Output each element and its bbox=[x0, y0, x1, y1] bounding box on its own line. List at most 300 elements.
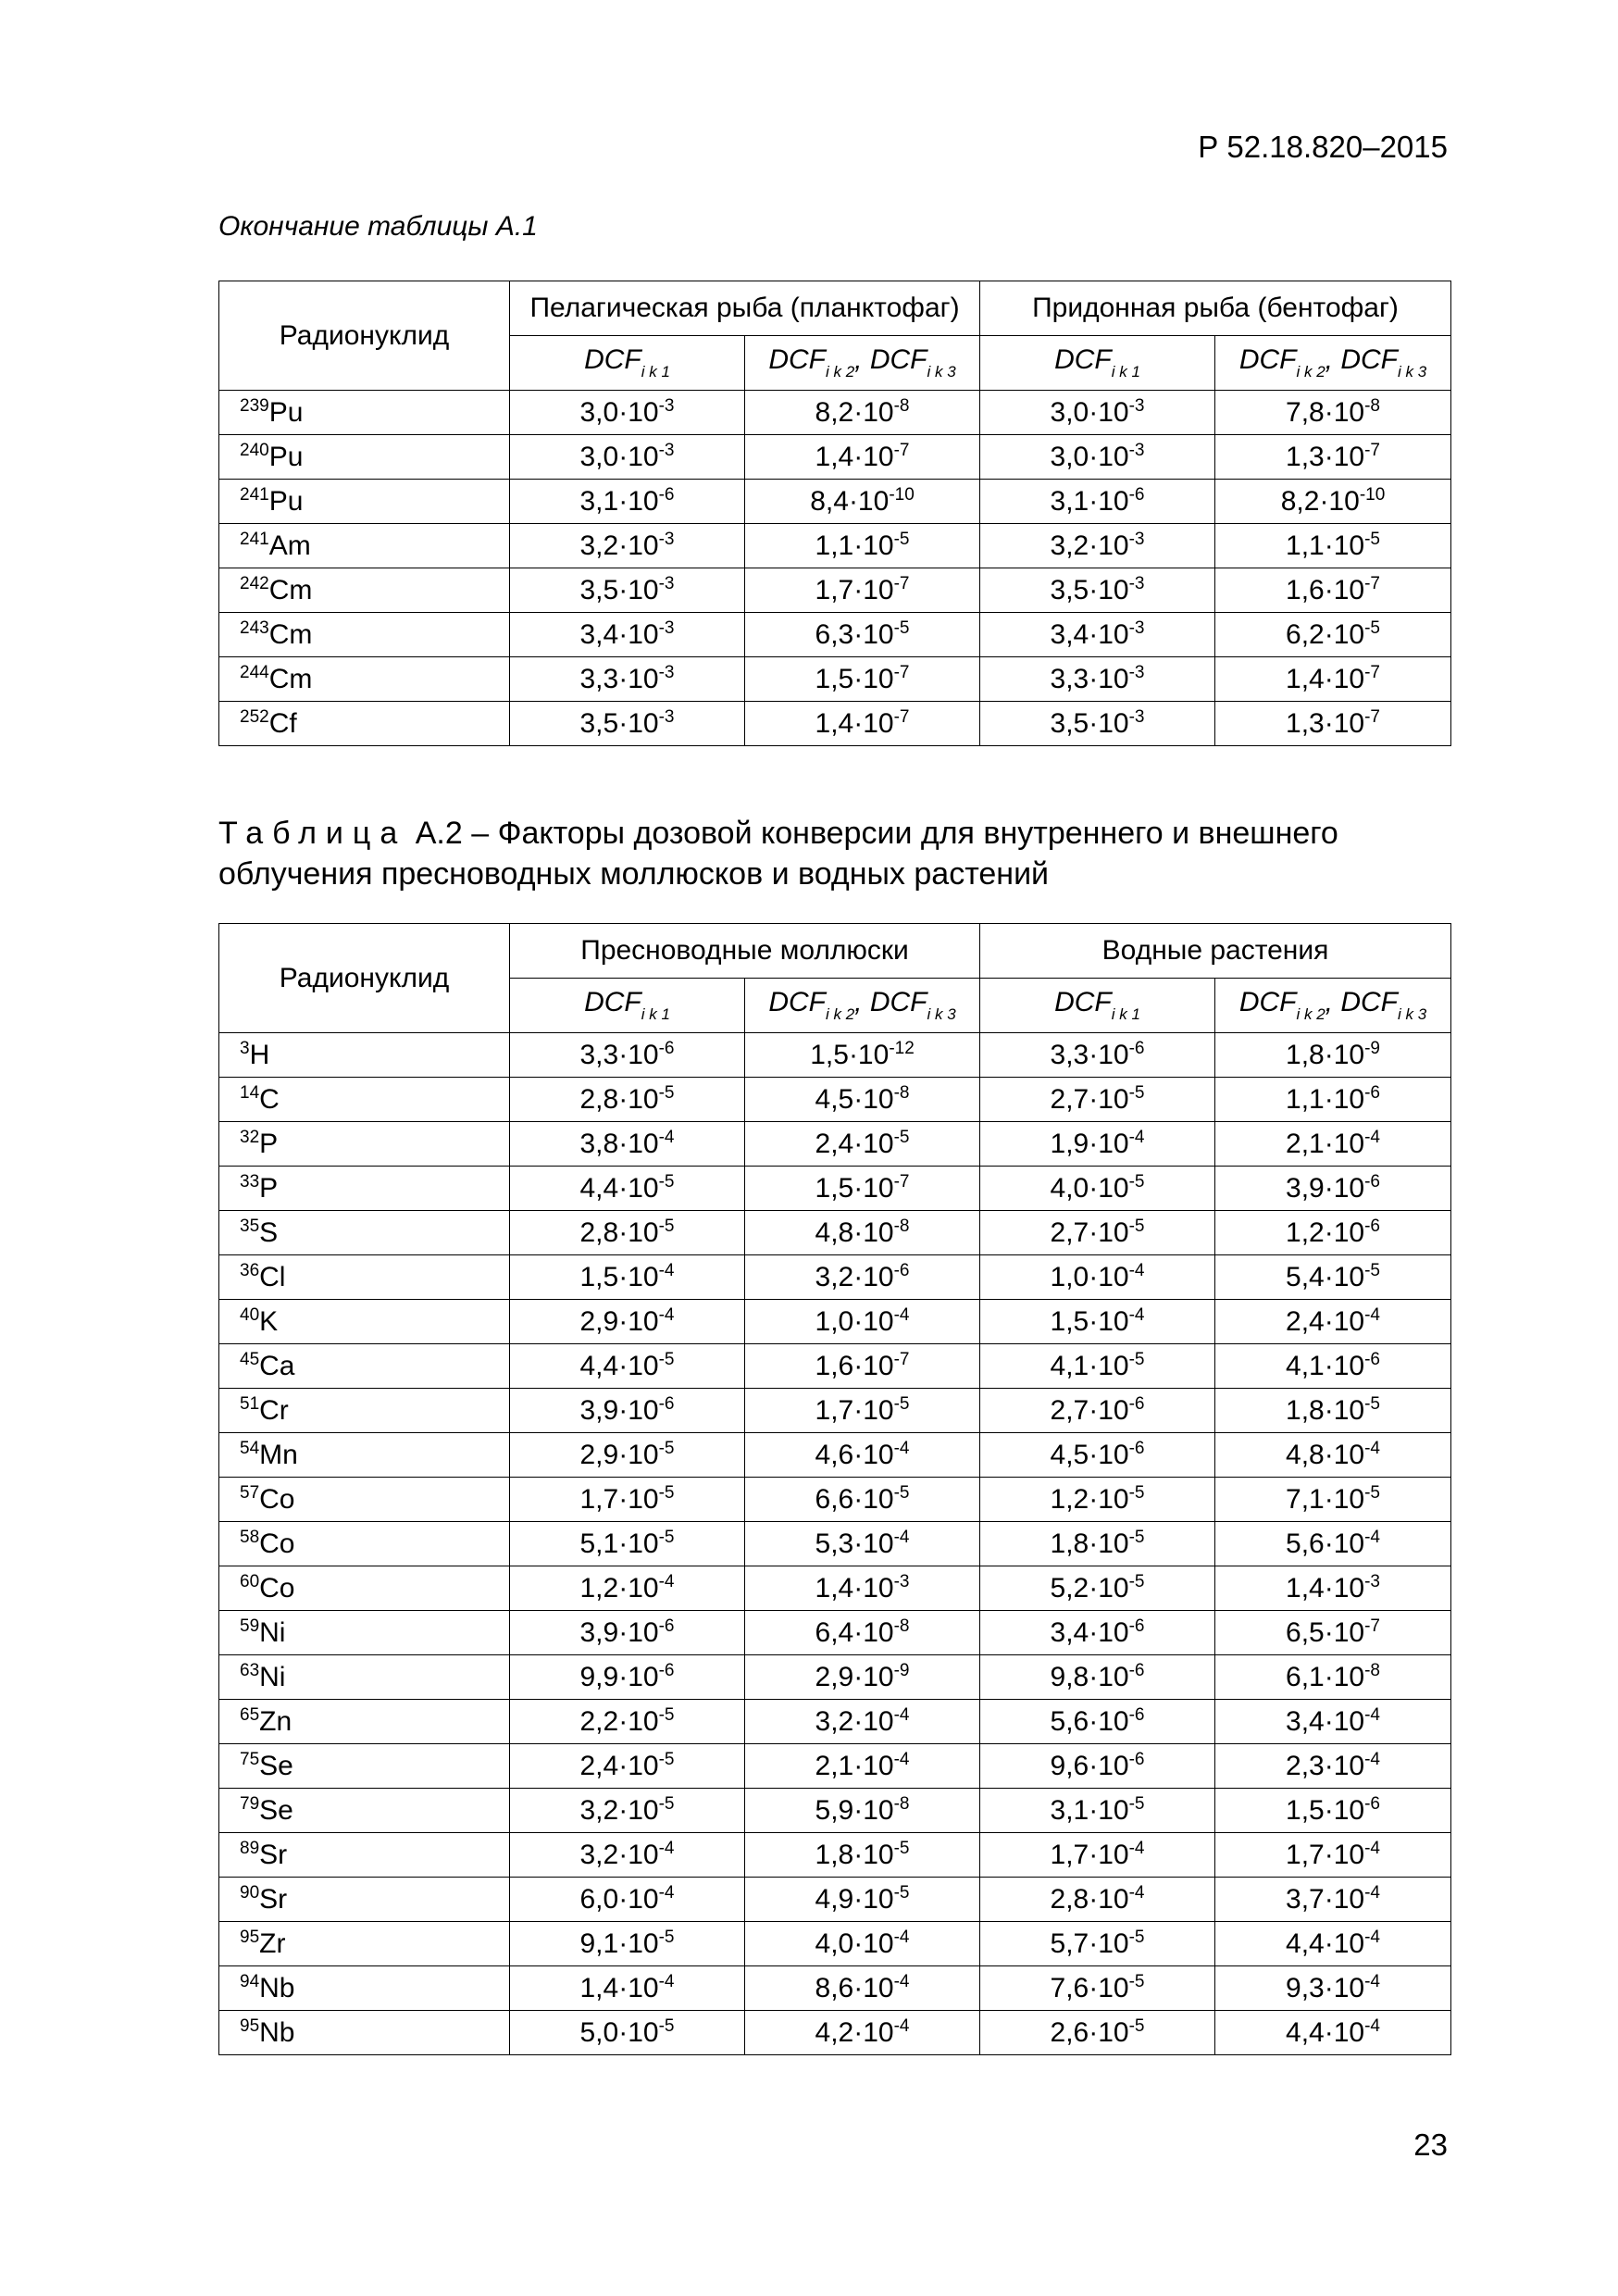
dcf-ik2-ik3-header bbox=[745, 979, 980, 1033]
value-exponent: -4 bbox=[1364, 1883, 1380, 1903]
value-exponent: -4 bbox=[658, 1261, 675, 1280]
dcf-value-cell bbox=[980, 1833, 1215, 1878]
dcf-value-cell bbox=[510, 1611, 745, 1655]
dcf-subscript: i k 3 bbox=[1398, 1005, 1427, 1023]
value-mantissa: 8,2·10 bbox=[815, 397, 894, 428]
table-row bbox=[219, 524, 1451, 568]
value-mantissa: 1,4·10 bbox=[815, 442, 894, 472]
dcf-value-cell bbox=[1215, 1433, 1451, 1478]
dcf-value-cell bbox=[745, 1478, 980, 1522]
dcf-value-cell bbox=[745, 1922, 980, 1966]
dcf-value-cell bbox=[745, 702, 980, 746]
dcf-label: DCF bbox=[1238, 344, 1297, 375]
table-label: Таблица bbox=[218, 816, 407, 851]
value-exponent: -3 bbox=[893, 1572, 910, 1591]
element-symbol: Se bbox=[259, 1795, 293, 1826]
value-mantissa: 2,1·10 bbox=[1286, 1129, 1365, 1159]
mass-number: 95 bbox=[240, 1928, 260, 1947]
mass-number: 35 bbox=[240, 1217, 260, 1236]
value-mantissa: 5,2·10 bbox=[1050, 1573, 1129, 1603]
element-symbol: Sr bbox=[259, 1884, 288, 1915]
dcf-value-cell bbox=[1215, 1344, 1451, 1389]
mass-number: 94 bbox=[240, 1972, 260, 1991]
dcf-value-cell bbox=[510, 657, 745, 702]
value-mantissa: 7,8·10 bbox=[1286, 397, 1365, 428]
element-symbol: Cl bbox=[259, 1262, 286, 1292]
value-mantissa: 2,4·10 bbox=[815, 1129, 894, 1159]
value-exponent: -5 bbox=[1128, 1794, 1145, 1814]
dcf-value-cell bbox=[980, 613, 1215, 657]
value-mantissa: 1,5·10 bbox=[815, 664, 894, 694]
dcf-value-cell bbox=[745, 1744, 980, 1789]
element-symbol: Zn bbox=[259, 1706, 292, 1737]
value-mantissa: 1,3·10 bbox=[1286, 708, 1365, 739]
dcf-value-cell bbox=[510, 435, 745, 480]
value-exponent: -7 bbox=[1364, 663, 1380, 682]
value-mantissa: 2,7·10 bbox=[1050, 1395, 1129, 1426]
value-exponent: -3 bbox=[1128, 530, 1145, 549]
value-exponent: -6 bbox=[658, 1661, 675, 1680]
mass-number: 95 bbox=[240, 2016, 260, 2036]
value-exponent: -4 bbox=[658, 1128, 675, 1147]
group-header-aquatic-plants: Водные растения bbox=[980, 924, 1451, 979]
dcf-value-cell bbox=[980, 1167, 1215, 1211]
dcf-ik2-ik3-header bbox=[1215, 336, 1451, 391]
dcf-value-cell bbox=[745, 1966, 980, 2011]
value-exponent: -4 bbox=[658, 1883, 675, 1903]
table-row bbox=[219, 702, 1451, 746]
value-exponent: -3 bbox=[658, 618, 675, 638]
mass-number: 252 bbox=[240, 707, 269, 727]
value-exponent: -4 bbox=[893, 1972, 910, 1991]
radionuclide-cell bbox=[219, 1478, 510, 1522]
value-mantissa: 4,4·10 bbox=[1286, 1928, 1365, 1959]
mass-number: 63 bbox=[240, 1661, 260, 1680]
dcf-value-cell bbox=[510, 1344, 745, 1389]
dcf-ik1-header bbox=[980, 979, 1215, 1033]
dcf-subscript: i k 1 bbox=[1111, 1005, 1140, 1023]
value-exponent: -6 bbox=[658, 1394, 675, 1414]
value-mantissa: 3,9·10 bbox=[579, 1395, 659, 1426]
value-exponent: -5 bbox=[1128, 1483, 1145, 1503]
value-exponent: -8 bbox=[893, 1217, 910, 1236]
value-exponent: -4 bbox=[1364, 1305, 1380, 1325]
value-exponent: -5 bbox=[893, 1128, 910, 1147]
radionuclide-cell bbox=[219, 435, 510, 480]
value-exponent: -4 bbox=[893, 1439, 910, 1458]
dcf-value-cell bbox=[980, 1078, 1215, 1122]
dcf-value-cell bbox=[510, 2011, 745, 2055]
dcf-value-cell bbox=[980, 702, 1215, 746]
dcf-value-cell bbox=[510, 391, 745, 435]
value-mantissa: 1,6·10 bbox=[1286, 575, 1365, 605]
value-mantissa: 9,9·10 bbox=[579, 1662, 659, 1692]
value-exponent: -10 bbox=[1359, 485, 1386, 505]
dcf-value-cell bbox=[980, 1033, 1215, 1078]
value-exponent: -8 bbox=[1364, 1661, 1380, 1680]
dcf-value-cell bbox=[980, 1789, 1215, 1833]
dcf-value-cell bbox=[980, 1122, 1215, 1167]
dcf-value-cell bbox=[1215, 1300, 1451, 1344]
value-exponent: -5 bbox=[893, 530, 910, 549]
value-mantissa: 1,7·10 bbox=[1050, 1840, 1129, 1870]
dcf-subscript: i k 3 bbox=[927, 363, 956, 381]
value-mantissa: 1,4·10 bbox=[579, 1973, 659, 2003]
mass-number: 3 bbox=[240, 1039, 250, 1058]
value-exponent: -4 bbox=[1364, 1439, 1380, 1458]
value-exponent: -6 bbox=[1128, 1661, 1145, 1680]
value-mantissa: 1,4·10 bbox=[815, 708, 894, 739]
table-row bbox=[219, 1211, 1451, 1255]
element-symbol: Co bbox=[259, 1573, 295, 1603]
value-exponent: -3 bbox=[658, 707, 675, 727]
value-exponent: -3 bbox=[1128, 618, 1145, 638]
table-row bbox=[219, 1878, 1451, 1922]
dcf-label: DCF bbox=[584, 987, 641, 1017]
dcf-value-cell bbox=[980, 1744, 1215, 1789]
mass-number: 89 bbox=[240, 1839, 260, 1858]
value-mantissa: 5,6·10 bbox=[1050, 1706, 1129, 1737]
value-mantissa: 2,8·10 bbox=[1050, 1884, 1129, 1915]
value-exponent: -5 bbox=[1364, 1261, 1380, 1280]
value-exponent: -5 bbox=[1128, 1972, 1145, 1991]
value-exponent: -5 bbox=[1364, 1394, 1380, 1414]
mass-number: 241 bbox=[240, 485, 269, 505]
value-mantissa: 3,5·10 bbox=[579, 575, 659, 605]
value-mantissa: 2,8·10 bbox=[579, 1084, 659, 1115]
value-exponent: -4 bbox=[893, 1928, 910, 1947]
dcf-value-cell bbox=[1215, 1167, 1451, 1211]
radionuclide-cell bbox=[219, 1522, 510, 1566]
value-exponent: -10 bbox=[889, 485, 915, 505]
dcf-value-cell bbox=[1215, 391, 1451, 435]
value-exponent: -5 bbox=[893, 1394, 910, 1414]
dcf-value-cell bbox=[510, 1966, 745, 2011]
value-exponent: -7 bbox=[893, 574, 910, 593]
table-row bbox=[219, 657, 1451, 702]
table-row bbox=[219, 1389, 1451, 1433]
value-exponent: -4 bbox=[658, 1839, 675, 1858]
value-exponent: -4 bbox=[1364, 1128, 1380, 1147]
mass-number: 14 bbox=[240, 1083, 260, 1103]
element-symbol: Cm bbox=[268, 575, 313, 605]
dcf-value-cell bbox=[1215, 1611, 1451, 1655]
radionuclide-cell bbox=[219, 1566, 510, 1611]
value-exponent: -4 bbox=[658, 1972, 675, 1991]
value-mantissa: 5,3·10 bbox=[815, 1529, 894, 1559]
radionuclide-cell bbox=[219, 1078, 510, 1122]
dcf-value-cell bbox=[510, 1033, 745, 1078]
value-mantissa: 4,1·10 bbox=[1286, 1351, 1365, 1381]
radionuclide-cell bbox=[219, 1033, 510, 1078]
value-exponent: -5 bbox=[658, 2016, 675, 2036]
dcf-value-cell bbox=[1215, 1878, 1451, 1922]
dcf-value-cell bbox=[745, 1211, 980, 1255]
dcf-value-cell bbox=[1215, 435, 1451, 480]
dcf-value-cell bbox=[1215, 568, 1451, 613]
dcf-value-cell bbox=[510, 524, 745, 568]
dcf-value-cell bbox=[980, 568, 1215, 613]
group-header-pelagic: Пелагическая рыба (планктофаг) bbox=[510, 281, 980, 336]
value-mantissa: 3,4·10 bbox=[579, 619, 659, 650]
value-exponent: -6 bbox=[1128, 485, 1145, 505]
table-row bbox=[219, 1433, 1451, 1478]
table-row bbox=[219, 1122, 1451, 1167]
value-mantissa: 1,8·10 bbox=[1050, 1529, 1129, 1559]
value-mantissa: 5,6·10 bbox=[1286, 1529, 1365, 1559]
dcf-value-cell bbox=[1215, 1122, 1451, 1167]
value-exponent: -6 bbox=[1128, 1439, 1145, 1458]
value-mantissa: 3,0·10 bbox=[1050, 442, 1129, 472]
dcf-ik2-ik3-header bbox=[745, 336, 980, 391]
dcf-value-cell bbox=[980, 1255, 1215, 1300]
element-symbol: Ni bbox=[259, 1617, 286, 1648]
mass-number: 239 bbox=[240, 396, 269, 416]
value-mantissa: 3,1·10 bbox=[1050, 486, 1129, 517]
dcf-value-cell bbox=[745, 1122, 980, 1167]
mass-number: 244 bbox=[240, 663, 269, 682]
radionuclide-cell bbox=[219, 1122, 510, 1167]
dcf-label: DCF bbox=[768, 344, 826, 375]
dcf-value-cell bbox=[1215, 480, 1451, 524]
element-symbol: Ca bbox=[259, 1351, 295, 1381]
radionuclide-cell bbox=[219, 391, 510, 435]
dcf-value-cell bbox=[745, 1255, 980, 1300]
dcf-value-cell bbox=[745, 657, 980, 702]
value-mantissa: 1,3·10 bbox=[1286, 442, 1365, 472]
element-symbol: Cm bbox=[268, 664, 313, 694]
mass-number: 51 bbox=[240, 1394, 260, 1414]
value-mantissa: 1,7·10 bbox=[815, 575, 894, 605]
document-code: Р 52.18.820–2015 bbox=[1198, 130, 1448, 164]
value-exponent: -8 bbox=[893, 1794, 910, 1814]
value-exponent: -5 bbox=[658, 1528, 675, 1547]
dcf-label: DCF bbox=[1238, 987, 1297, 1017]
dcf-value-cell bbox=[510, 613, 745, 657]
value-exponent: -6 bbox=[1364, 1794, 1380, 1814]
dcf-value-cell bbox=[510, 1300, 745, 1344]
value-mantissa: 4,8·10 bbox=[815, 1217, 894, 1248]
value-mantissa: 4,1·10 bbox=[1050, 1351, 1129, 1381]
dcf-value-cell bbox=[1215, 1255, 1451, 1300]
value-mantissa: 4,0·10 bbox=[815, 1928, 894, 1959]
value-mantissa: 6,0·10 bbox=[579, 1884, 659, 1915]
dcf-value-cell bbox=[745, 1389, 980, 1433]
value-exponent: -3 bbox=[658, 396, 675, 416]
dcf-value-cell bbox=[1215, 1078, 1451, 1122]
value-mantissa: 1,7·10 bbox=[579, 1484, 659, 1515]
dcf-value-cell bbox=[510, 1789, 745, 1833]
value-mantissa: 4,6·10 bbox=[815, 1440, 894, 1470]
value-mantissa: 1,8·10 bbox=[1286, 1040, 1365, 1070]
dcf-value-cell bbox=[510, 1078, 745, 1122]
value-exponent: -6 bbox=[1128, 1750, 1145, 1769]
value-exponent: -4 bbox=[1128, 1305, 1145, 1325]
mass-number: 65 bbox=[240, 1705, 260, 1725]
value-exponent: -5 bbox=[1128, 1572, 1145, 1591]
value-exponent: -12 bbox=[889, 1039, 915, 1058]
value-exponent: -4 bbox=[1128, 1261, 1145, 1280]
radionuclide-cell bbox=[219, 1433, 510, 1478]
value-exponent: -3 bbox=[658, 441, 675, 460]
value-mantissa: 8,6·10 bbox=[815, 1973, 894, 2003]
dcf-value-cell bbox=[510, 1744, 745, 1789]
dcf-value-cell bbox=[745, 435, 980, 480]
dcf-value-cell bbox=[1215, 1833, 1451, 1878]
value-exponent: -5 bbox=[1128, 2016, 1145, 2036]
value-mantissa: 4,4·10 bbox=[1286, 2017, 1365, 2048]
dcf-value-cell bbox=[745, 1300, 980, 1344]
dcf-value-cell bbox=[980, 657, 1215, 702]
element-symbol: Pu bbox=[268, 486, 304, 517]
value-mantissa: 3,3·10 bbox=[1050, 664, 1129, 694]
radionuclide-header: Радионуклид bbox=[219, 924, 510, 1033]
radionuclide-cell bbox=[219, 1211, 510, 1255]
table2-title bbox=[218, 813, 1459, 894]
dcf-value-cell bbox=[1215, 1389, 1451, 1433]
radionuclide-cell bbox=[219, 1611, 510, 1655]
value-exponent: -3 bbox=[658, 574, 675, 593]
dcf-value-cell bbox=[510, 568, 745, 613]
value-mantissa: 1,4·10 bbox=[1286, 664, 1365, 694]
dcf-value-cell bbox=[745, 2011, 980, 2055]
dcf-value-cell bbox=[1215, 1966, 1451, 2011]
element-symbol: Cm bbox=[268, 619, 313, 650]
group-header-molluscs: Пресноводные моллюски bbox=[510, 924, 980, 979]
table-a2 bbox=[218, 923, 1451, 2055]
dcf-value-cell bbox=[1215, 1789, 1451, 1833]
value-mantissa: 3,3·10 bbox=[1050, 1040, 1129, 1070]
dcf-value-cell bbox=[1215, 1700, 1451, 1744]
value-mantissa: 3,2·10 bbox=[579, 530, 659, 561]
dcf-value-cell bbox=[980, 1700, 1215, 1744]
table-row bbox=[219, 435, 1451, 480]
value-exponent: -4 bbox=[1364, 2016, 1380, 2036]
dcf-value-cell bbox=[745, 1700, 980, 1744]
value-exponent: -6 bbox=[1364, 1350, 1380, 1369]
value-mantissa: 1,4·10 bbox=[1286, 1573, 1365, 1603]
dcf-value-cell bbox=[510, 1478, 745, 1522]
value-mantissa: 1,1·10 bbox=[815, 530, 894, 561]
dcf-value-cell bbox=[510, 1522, 745, 1566]
table-row bbox=[219, 1566, 1451, 1611]
value-mantissa: 2,2·10 bbox=[579, 1706, 659, 1737]
value-mantissa: 3,9·10 bbox=[579, 1617, 659, 1648]
value-exponent: -8 bbox=[893, 1083, 910, 1103]
mass-number: 40 bbox=[240, 1305, 260, 1325]
dcf-value-cell bbox=[745, 568, 980, 613]
value-mantissa: 5,0·10 bbox=[579, 2017, 659, 2048]
mass-number: 59 bbox=[240, 1616, 260, 1636]
element-symbol: Sr bbox=[259, 1840, 288, 1870]
value-mantissa: 3,0·10 bbox=[579, 397, 659, 428]
element-symbol: Co bbox=[259, 1484, 295, 1515]
value-exponent: -4 bbox=[893, 2016, 910, 2036]
value-mantissa: 3,4·10 bbox=[1050, 619, 1129, 650]
dcf-value-cell bbox=[1215, 1566, 1451, 1611]
value-exponent: -4 bbox=[893, 1750, 910, 1769]
value-exponent: -3 bbox=[658, 530, 675, 549]
value-exponent: -3 bbox=[1128, 663, 1145, 682]
dcf-label: DCF bbox=[869, 987, 927, 1017]
value-mantissa: 4,8·10 bbox=[1286, 1440, 1365, 1470]
value-exponent: -6 bbox=[1364, 1217, 1380, 1236]
value-mantissa: 4,2·10 bbox=[815, 2017, 894, 2048]
table-row bbox=[219, 1966, 1451, 2011]
value-exponent: -5 bbox=[1128, 1350, 1145, 1369]
dcf-value-cell bbox=[1215, 702, 1451, 746]
value-exponent: -5 bbox=[658, 1172, 675, 1192]
value-exponent: -5 bbox=[1128, 1928, 1145, 1947]
value-mantissa: 3,5·10 bbox=[1050, 575, 1129, 605]
element-symbol: C bbox=[259, 1084, 280, 1115]
dcf-value-cell bbox=[510, 1389, 745, 1433]
value-exponent: -6 bbox=[1128, 1705, 1145, 1725]
dcf-value-cell bbox=[980, 1344, 1215, 1389]
dcf-label: DCF bbox=[1054, 344, 1112, 375]
dcf-label: DCF bbox=[869, 344, 927, 375]
table-row bbox=[219, 1655, 1451, 1700]
value-mantissa: 2,6·10 bbox=[1050, 2017, 1129, 2048]
value-exponent: -8 bbox=[893, 1616, 910, 1636]
dcf-value-cell bbox=[510, 1878, 745, 1922]
value-exponent: -4 bbox=[1128, 1128, 1145, 1147]
value-mantissa: 1,2·10 bbox=[1050, 1484, 1129, 1515]
value-exponent: -5 bbox=[658, 1217, 675, 1236]
table-row bbox=[219, 480, 1451, 524]
dcf-subscript: i k 1 bbox=[1111, 363, 1140, 381]
value-exponent: -5 bbox=[1128, 1528, 1145, 1547]
dcf-value-cell bbox=[745, 613, 980, 657]
dcf-value-cell bbox=[980, 1966, 1215, 2011]
value-exponent: -4 bbox=[658, 1305, 675, 1325]
element-symbol: H bbox=[249, 1040, 270, 1070]
value-mantissa: 1,0·10 bbox=[815, 1306, 894, 1337]
value-exponent: -7 bbox=[893, 707, 910, 727]
element-symbol: Co bbox=[259, 1529, 295, 1559]
dcf-value-cell bbox=[510, 1255, 745, 1300]
value-exponent: -3 bbox=[1128, 574, 1145, 593]
element-symbol: P bbox=[259, 1129, 279, 1159]
dcf-value-cell bbox=[1215, 2011, 1451, 2055]
dcf-value-cell bbox=[510, 1655, 745, 1700]
value-exponent: -4 bbox=[1128, 1839, 1145, 1858]
value-mantissa: 1,5·10 bbox=[1050, 1306, 1129, 1337]
value-mantissa: 3,1·10 bbox=[1050, 1795, 1129, 1826]
dcf-subscript: i k 3 bbox=[1398, 363, 1427, 381]
value-mantissa: 3,3·10 bbox=[579, 664, 659, 694]
mass-number: 240 bbox=[240, 441, 269, 460]
value-mantissa: 3,0·10 bbox=[579, 442, 659, 472]
value-mantissa: 4,4·10 bbox=[579, 1173, 659, 1204]
value-exponent: -5 bbox=[1364, 530, 1380, 549]
dcf-value-cell bbox=[980, 1655, 1215, 1700]
table-row bbox=[219, 1611, 1451, 1655]
radionuclide-cell bbox=[219, 1389, 510, 1433]
radionuclide-cell bbox=[219, 1744, 510, 1789]
radionuclide-cell bbox=[219, 1966, 510, 2011]
value-mantissa: 1,2·10 bbox=[1286, 1217, 1365, 1248]
table-row bbox=[219, 568, 1451, 613]
element-symbol: Cr bbox=[259, 1395, 289, 1426]
dcf-value-cell bbox=[980, 1922, 1215, 1966]
dcf-value-cell bbox=[510, 1167, 745, 1211]
dcf-subscript: i k 3 bbox=[927, 1005, 956, 1023]
mass-number: 90 bbox=[240, 1883, 260, 1903]
dcf-value-cell bbox=[745, 1878, 980, 1922]
value-mantissa: 3,3·10 bbox=[579, 1040, 659, 1070]
value-mantissa: 1,1·10 bbox=[1286, 1084, 1365, 1115]
